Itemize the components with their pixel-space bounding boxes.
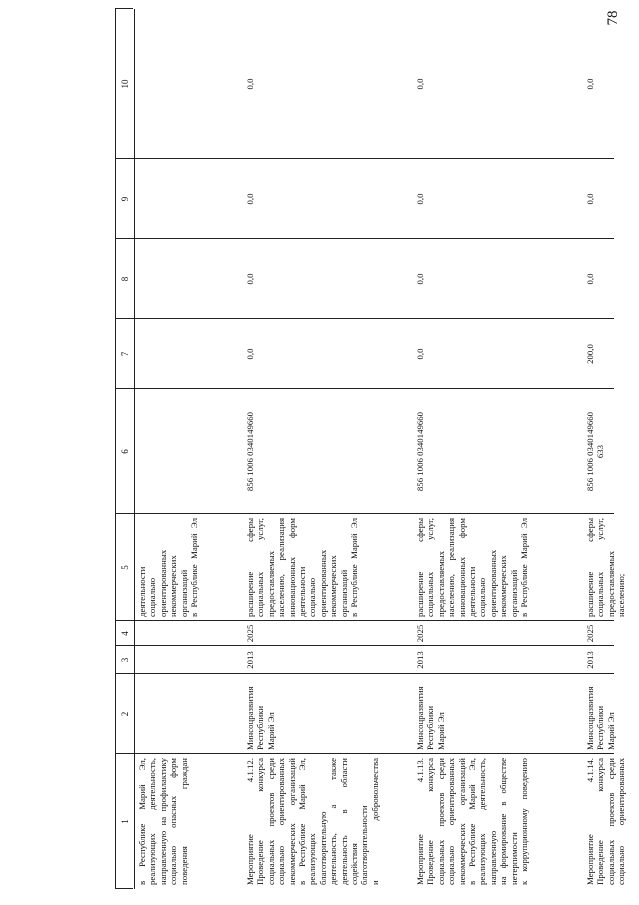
amount-cell-7: 0,0: [415, 348, 425, 360]
text-line: в Республике Марий Эл,: [467, 758, 478, 885]
text-line: 856 1006 0340149660: [245, 411, 255, 492]
budget-code-cell: [585, 393, 614, 510]
amount-cell-10: 0,0: [585, 78, 595, 90]
text-line: ориентированных: [157, 549, 168, 617]
text-line: деятельность, а также: [328, 758, 339, 885]
text-line: в Республике Марий Эл,: [297, 758, 308, 885]
amount-cell-7: 200,0: [585, 344, 595, 364]
text-line: Республики: [425, 705, 436, 750]
text-line: социально ориентированных: [616, 758, 627, 885]
amount-cell-7: [137, 319, 241, 389]
text-line: деятельности: [137, 566, 147, 617]
text-line: 856 1006 0340149660: [415, 411, 425, 492]
amount-cell-7: 0,0: [245, 348, 255, 360]
amount-cell-9: 0,0: [415, 193, 425, 205]
text-line: некоммерческих организаций: [456, 758, 467, 885]
executor-cell: [585, 678, 614, 750]
text-line: Минсоцразвития: [585, 686, 595, 750]
executor-cell: [137, 678, 241, 750]
text-line: нетерпимости: [508, 832, 519, 885]
text-line: социальных проектов среди: [265, 758, 276, 885]
text-line: некоммерческих: [498, 555, 509, 617]
column-header-6: 6: [119, 449, 130, 454]
text-line: Проведение конкурса: [255, 758, 266, 885]
text-line: деятельности: [467, 566, 478, 617]
text-line: к коррупционному поведению: [519, 758, 530, 885]
text-line: в Республике Марий Эл: [189, 518, 200, 617]
text-line: Минсоцразвития: [245, 686, 255, 750]
start-year-cell: 2013: [415, 651, 425, 669]
text-line: деятельности: [297, 566, 308, 617]
text-line: инновационных форм: [286, 518, 297, 617]
text-line: расширение сферы: [415, 518, 425, 617]
text-line: предоставляемых: [605, 550, 616, 617]
amount-cell-9: 0,0: [585, 193, 595, 205]
text-line: Республики: [595, 705, 606, 750]
amount-cell-10: [137, 9, 241, 159]
end-year-cell: 2025: [585, 624, 595, 643]
text-line: организаций: [338, 569, 349, 617]
end-year-cell: 2025: [245, 624, 255, 643]
text-line: Мероприятие 4.1.14.: [585, 758, 595, 885]
text-line: расширение сферы: [245, 518, 255, 617]
text-line: реализующих деятельность,: [147, 758, 158, 885]
end-year-cell: [137, 621, 241, 646]
text-line: Проведение конкурса: [595, 758, 606, 885]
text-line: 856 1006 0340149660: [585, 411, 595, 492]
text-line: населению, реализация: [276, 518, 287, 617]
amount-cell-9: 0,0: [245, 193, 255, 205]
text-line: Марий Эл: [435, 712, 446, 750]
text-line: Марий Эл: [265, 712, 276, 750]
activity-name-cell: [415, 758, 581, 885]
text-line: социальных услуг,: [595, 518, 606, 617]
start-year-cell: 2013: [245, 651, 255, 669]
activity-name-cell: [585, 758, 627, 885]
text-line: некоммерческих: [328, 555, 339, 617]
expected-result-cell: [137, 518, 241, 617]
text-line: населению;: [616, 573, 627, 617]
amount-cell-8: 0,0: [415, 273, 425, 285]
text-line: и добровольчества: [369, 758, 380, 885]
text-line: поведения граждан: [178, 758, 189, 885]
text-line: расширение сферы: [585, 518, 595, 617]
column-header-7: 7: [119, 351, 130, 357]
amount-cell-8: [137, 239, 241, 319]
text-line: направленную на профилактику: [157, 758, 168, 885]
text-line: некоммерческих организаций: [286, 758, 297, 885]
text-line: ориентированных: [317, 549, 328, 617]
text-line: социально ориентированных: [446, 758, 457, 885]
activity-name-cell: [245, 758, 411, 885]
text-line: ориентированных: [487, 549, 498, 617]
budget-code-cell: [245, 393, 411, 510]
expected-result-cell: [415, 518, 581, 617]
text-line: инновационных форм: [456, 518, 467, 617]
text-line: Проведение конкурса: [425, 758, 436, 885]
text-line: Мероприятие 4.1.13.: [415, 758, 425, 885]
column-divider: [115, 8, 133, 9]
text-line: предоставляемых: [265, 550, 276, 617]
text-line: реализующих деятельность,: [477, 758, 488, 885]
text-line: Минсоцразвития: [415, 686, 425, 750]
amount-cell-10: 0,0: [245, 78, 255, 90]
column-header-9: 9: [119, 196, 130, 202]
start-year-cell: 2013: [585, 651, 595, 669]
start-year-cell: [137, 646, 241, 674]
text-line: социально опасных форм: [168, 758, 179, 885]
column-header-5: 5: [119, 565, 130, 570]
budget-code-cell: [137, 393, 241, 510]
text-line: реализующих: [307, 833, 318, 885]
column-header-8: 8: [119, 276, 130, 282]
column-divider: [115, 513, 614, 514]
text-line: на формирование в обществе: [498, 758, 509, 885]
table-header: [115, 9, 135, 889]
text-line: благотворительности: [359, 805, 370, 885]
text-line: социальных проектов среди: [435, 758, 446, 885]
text-line: в Республике Марий Эл,: [137, 758, 147, 885]
text-line: социально: [307, 577, 318, 617]
amount-cell-9: [137, 159, 241, 239]
text-line: организаций: [508, 569, 519, 617]
text-line: населению, реализация: [446, 518, 457, 617]
text-line: социально ориентированных: [276, 758, 287, 885]
text-line: Мероприятие 4.1.12.: [245, 758, 255, 885]
text-line: социальных проектов среди: [605, 758, 616, 885]
text-line: благотворительную: [317, 811, 328, 885]
text-line: Марий Эл: [605, 712, 616, 750]
column-header-2: 2: [119, 711, 130, 717]
text-line: организаций: [178, 569, 189, 617]
column-header-1: 1: [119, 819, 130, 824]
text-line: содействия: [349, 843, 360, 885]
amount-cell-8: 0,0: [245, 273, 255, 285]
text-line: социально: [147, 577, 158, 617]
text-line: Республики: [255, 705, 266, 750]
column-divider: [115, 753, 614, 754]
text-line: 633: [595, 444, 606, 459]
text-line: в Республике Марий Эл: [519, 518, 530, 617]
text-line: деятельность в области: [338, 758, 349, 885]
column-header-3: 3: [119, 657, 130, 663]
executor-cell: [415, 678, 581, 750]
budget-code-cell: [415, 393, 581, 510]
amount-cell-10: 0,0: [415, 78, 425, 90]
expected-result-cell: [245, 518, 411, 617]
amount-cell-8: 0,0: [585, 273, 595, 285]
column-header-4: 4: [119, 631, 130, 636]
page-number: 78: [605, 10, 621, 26]
text-line: социально: [477, 577, 488, 617]
text-line: социальных услуг,: [255, 518, 266, 617]
program-table: [115, 9, 627, 889]
column-header-10: 10: [119, 79, 130, 89]
text-line: некоммерческих: [168, 555, 179, 617]
expected-result-cell: [585, 518, 627, 617]
column-divider: [115, 888, 133, 889]
text-line: предоставляемых: [435, 550, 446, 617]
text-line: в Республике Марий Эл: [349, 518, 360, 617]
end-year-cell: 2025: [415, 624, 425, 643]
activity-name-cell: [137, 758, 241, 885]
executor-cell: [245, 678, 411, 750]
text-line: социальных услуг,: [425, 518, 436, 617]
text-line: направленную: [487, 830, 498, 885]
